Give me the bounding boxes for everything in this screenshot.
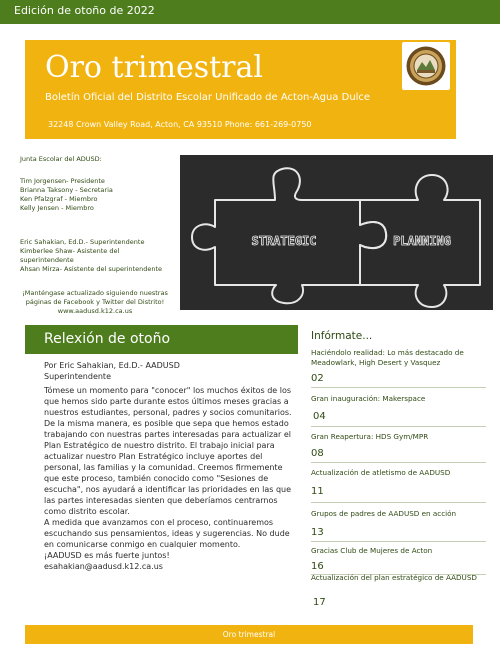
district-seal-icon bbox=[406, 46, 446, 86]
puzzle-word-strategic: STRATEGIC bbox=[251, 234, 317, 248]
toc-item-page: 13 bbox=[311, 527, 324, 538]
toc-divider bbox=[311, 462, 486, 463]
toc-item-page: 08 bbox=[311, 448, 324, 459]
toc-item-page: 17 bbox=[313, 597, 326, 608]
edition-label: Edición de otoño de 2022 bbox=[14, 4, 155, 17]
social-text: ¡Manténgase actualizado siguiendo nuestras páginas de Facebook y Twitter del Distrito! bbox=[22, 289, 168, 306]
toc-item-page: 02 bbox=[311, 373, 324, 384]
author-email-link[interactable]: esahakian@aadusd.k12.ca.us bbox=[44, 562, 163, 571]
board-member: Ken Pfalzgraf - Miembro bbox=[20, 195, 98, 203]
administrator: superintendente bbox=[20, 256, 74, 264]
administrator: Eric Sahakian, Ed.D.- Superintendente bbox=[20, 238, 145, 246]
toc-divider bbox=[311, 541, 486, 542]
toc-divider bbox=[311, 387, 486, 388]
toc-item-title[interactable]: Grupos de padres de AADUSD en acción bbox=[311, 509, 457, 518]
toc-item-page: 11 bbox=[311, 486, 324, 497]
article-title: Relexión de otoño bbox=[44, 331, 171, 347]
article-byline bbox=[44, 360, 180, 382]
article-author: Por Eric Sahakian, Ed.D.- AADUSD bbox=[44, 361, 180, 370]
puzzle-word-planning: PLANNING bbox=[393, 234, 451, 248]
toc-item-title[interactable]: Actualización de atletismo de AADUSD bbox=[311, 468, 451, 477]
board-member: Brianna Taksony - Secretaria bbox=[20, 186, 113, 194]
article-body bbox=[44, 385, 294, 572]
article-paragraph: Tómese un momento para "conocer" los muchos éxitos de los que hemos sido parte durante estos últimos meses gracias a nuestros estudiantes, personal, padres y socios comunitarios. bbox=[44, 386, 292, 417]
toc-item-title[interactable]: Gran Reapertura: HDS Gym/MPR bbox=[311, 432, 429, 441]
toc-item-title[interactable]: Haciéndolo realidad: Lo más destacado de Meadowlark, High Desert y Vasquez bbox=[311, 348, 464, 367]
toc-item-title[interactable]: Gracias Club de Mujeres de Acton bbox=[311, 546, 433, 555]
article-author-role: Superintendente bbox=[44, 372, 111, 381]
article-paragraph: A medida que avanzamos con el proceso, continuaremos escuchando sus pensamientos, ideas y sugerencias. No dude en comunicarse conmigo en cualquier momento. bbox=[44, 518, 290, 549]
administrator: Ahsan Mirza- Asistente del superintendente bbox=[20, 265, 163, 273]
toc-divider bbox=[311, 426, 486, 427]
administrator: Kimberlee Shaw- Asistente del bbox=[20, 247, 120, 255]
board-heading: Junta Escolar del ADUSD: bbox=[20, 155, 102, 163]
article-paragraph: De la misma manera, es posible que sepa que hemos estado trabajando con nuestras partes interesadas para actualizar el Plan Estratégico de nuestro distrito. El trabajo inicial para actualizar nuestro Plan Estratégico incluye aportes del personal, las familias y la comunidad. Creemos firmemente que este proceso, también conocido como "Sesiones de escucha", nos ayudará a identificar las prioridades en las que las partes interesadas sienten que deberíamos centrarnos como distrito escolar. bbox=[44, 419, 292, 516]
article-paragraph: ¡AADUSD es más fuerte juntos! bbox=[44, 551, 170, 560]
board-member: Kelly Jensen - Miembro bbox=[20, 204, 94, 212]
toc-divider bbox=[311, 502, 486, 503]
toc-heading: Infórmate... bbox=[311, 330, 373, 342]
toc-item-page: 04 bbox=[313, 411, 326, 422]
newsletter-subtitle: Boletín Oficial del Distrito Escolar Unificado de Acton-Agua Dulce bbox=[45, 92, 371, 103]
social-media-note bbox=[20, 289, 170, 316]
footer-label: Oro trimestral bbox=[222, 630, 276, 639]
administration-list bbox=[20, 238, 162, 274]
toc-item-title[interactable]: Gran inauguración: Makerspace bbox=[311, 394, 426, 403]
district-address: 32248 Crown Valley Road, Acton, CA 93510 Phone: 661-269-0750 bbox=[48, 120, 312, 129]
board-member-list bbox=[20, 177, 113, 213]
newsletter-title: Oro trimestral bbox=[45, 50, 263, 85]
district-website-link[interactable]: www.aadusd.k12.ca.us bbox=[57, 307, 133, 315]
board-member: Tim Jorgensen- Presidente bbox=[20, 177, 105, 185]
toc-item-title[interactable]: Actualización del plan estratégico de AADUSD bbox=[311, 573, 477, 582]
toc-item-page: 16 bbox=[311, 561, 324, 572]
strategic-planning-image bbox=[180, 155, 493, 310]
